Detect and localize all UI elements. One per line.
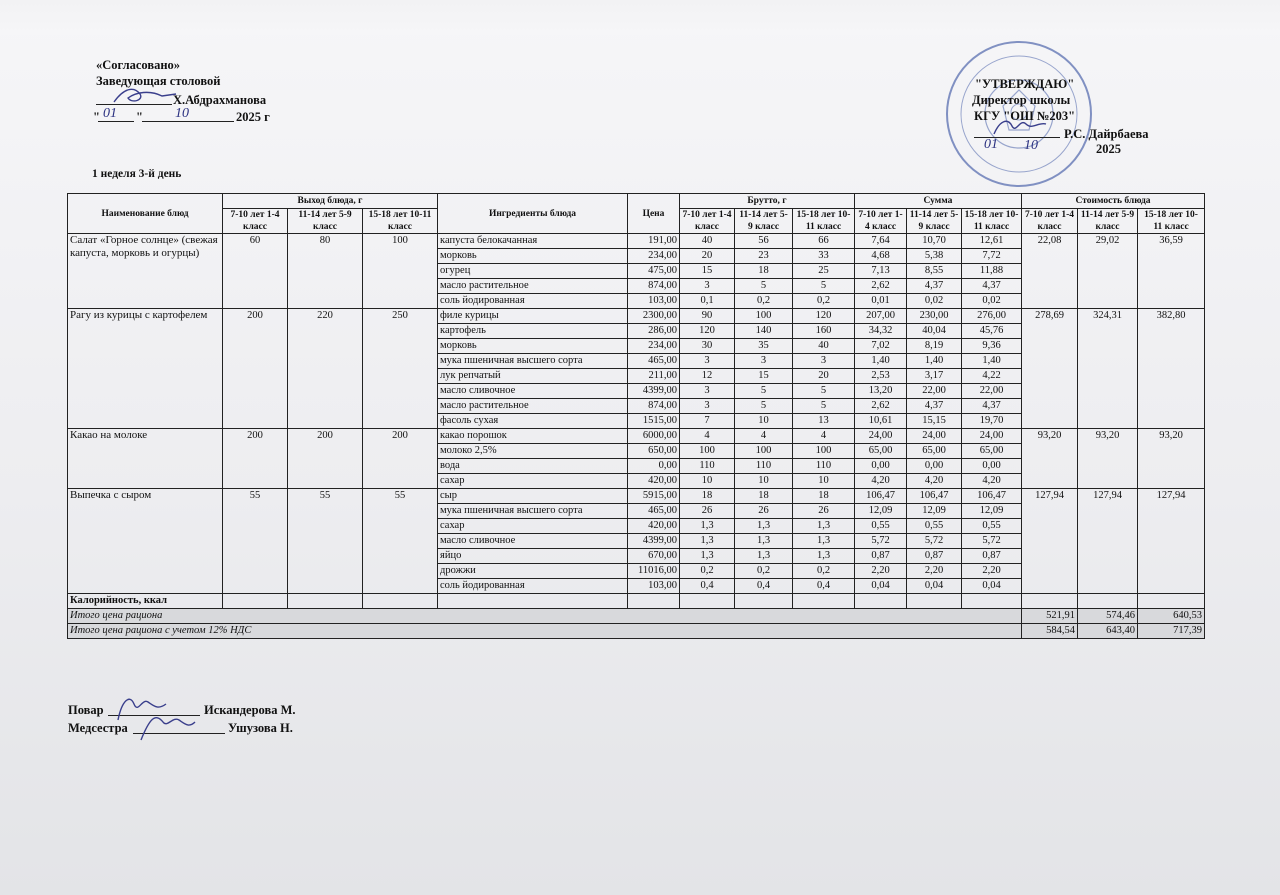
sum-value: 0,04 xyxy=(855,579,907,594)
ingredient-name: вода xyxy=(438,459,628,474)
sum-value: 10,70 xyxy=(907,234,962,249)
calories-cell xyxy=(962,594,1022,609)
approval-month: 10 xyxy=(1024,138,1038,153)
brutto-value: 110 xyxy=(735,459,793,474)
dish-cost: 22,08 xyxy=(1022,234,1078,309)
header-output: Выход блюда, г xyxy=(223,194,438,209)
calories-cell xyxy=(1138,594,1205,609)
brutto-value: 5 xyxy=(793,384,855,399)
sum-value: 24,00 xyxy=(855,429,907,444)
brutto-value: 3 xyxy=(735,354,793,369)
sum-value: 4,20 xyxy=(907,474,962,489)
dish-output: 80 xyxy=(288,234,363,309)
approve-label: "УТВЕРЖДАЮ" xyxy=(975,77,1075,91)
sum-value: 4,37 xyxy=(962,279,1022,294)
brutto-value: 90 xyxy=(680,309,735,324)
head-signature-mark xyxy=(110,82,180,110)
sum-value: 2,53 xyxy=(855,369,907,384)
brutto-value: 110 xyxy=(793,459,855,474)
date-month: 10 xyxy=(175,106,189,121)
output-age-1: 7-10 лет 1-4 класс xyxy=(223,209,288,234)
calories-cell xyxy=(438,594,628,609)
sum-value: 7,64 xyxy=(855,234,907,249)
ingredient-price: 11016,00 xyxy=(628,564,680,579)
sum-value: 4,20 xyxy=(855,474,907,489)
dish-cost: 278,69 xyxy=(1022,309,1078,429)
ingredient-price: 465,00 xyxy=(628,504,680,519)
ingredient-name: фасоль сухая xyxy=(438,414,628,429)
brutto-value: 12 xyxy=(680,369,735,384)
dish-name: Какао на молоке xyxy=(68,429,223,489)
sum-value: 276,00 xyxy=(962,309,1022,324)
header-dish-name: Наименование блюд xyxy=(68,194,223,234)
brutto-age-2: 11-14 лет 5-9 класс xyxy=(735,209,793,234)
sum-value: 0,87 xyxy=(962,549,1022,564)
dish-cost: 127,94 xyxy=(1078,489,1138,594)
calories-cell xyxy=(907,594,962,609)
ingredient-price: 2300,00 xyxy=(628,309,680,324)
date-close-quote: " xyxy=(136,110,143,124)
ingredient-name: молоко 2,5% xyxy=(438,444,628,459)
cost-age-1: 7-10 лет 1-4 класс xyxy=(1022,209,1078,234)
sum-value: 5,72 xyxy=(962,534,1022,549)
total-row-value: 574,46 xyxy=(1078,609,1138,624)
brutto-value: 0,2 xyxy=(735,564,793,579)
calories-cell xyxy=(628,594,680,609)
sum-value: 106,47 xyxy=(962,489,1022,504)
sum-value: 22,00 xyxy=(907,384,962,399)
brutto-value: 18 xyxy=(735,264,793,279)
header-cost: Стоимость блюда xyxy=(1022,194,1205,209)
brutto-value: 5 xyxy=(735,279,793,294)
cook-name: Искандерова М. xyxy=(204,703,296,717)
dish-name: Салат «Горное солнце» (свежая капуста, морковь и огурцы) xyxy=(68,234,223,309)
dish-output: 200 xyxy=(363,429,438,489)
brutto-value: 20 xyxy=(680,249,735,264)
ingredient-name: масло растительное xyxy=(438,399,628,414)
brutto-value: 1,3 xyxy=(680,519,735,534)
director-signature-mark xyxy=(990,112,1060,140)
calories-cell xyxy=(855,594,907,609)
header-sum: Сумма xyxy=(855,194,1022,209)
brutto-value: 0,2 xyxy=(735,294,793,309)
brutto-value: 7 xyxy=(680,414,735,429)
sum-value: 15,15 xyxy=(907,414,962,429)
brutto-value: 10 xyxy=(735,474,793,489)
ingredient-name: мука пшеничная высшего сорта xyxy=(438,354,628,369)
week-day-label: 1 неделя 3-й день xyxy=(92,168,182,180)
dish-output: 200 xyxy=(288,429,363,489)
ingredient-price: 1515,00 xyxy=(628,414,680,429)
cost-age-3: 15-18 лет 10-11 класс xyxy=(1138,209,1205,234)
brutto-value: 4 xyxy=(735,429,793,444)
brutto-value: 26 xyxy=(735,504,793,519)
sum-value: 1,40 xyxy=(907,354,962,369)
dish-cost: 93,20 xyxy=(1138,429,1205,489)
brutto-value: 66 xyxy=(793,234,855,249)
brutto-value: 5 xyxy=(793,399,855,414)
school-name: КГУ "ОШ №203" xyxy=(974,109,1076,123)
brutto-value: 100 xyxy=(793,444,855,459)
sum-value: 12,61 xyxy=(962,234,1022,249)
cook-label: Повар xyxy=(68,703,104,717)
brutto-value: 18 xyxy=(680,489,735,504)
brutto-value: 1,3 xyxy=(793,549,855,564)
sum-value: 65,00 xyxy=(962,444,1022,459)
sum-value: 65,00 xyxy=(907,444,962,459)
header-price: Цена xyxy=(628,194,680,234)
sum-value: 106,47 xyxy=(855,489,907,504)
ingredient-name: сахар xyxy=(438,474,628,489)
brutto-value: 5 xyxy=(735,384,793,399)
ingredient-price: 650,00 xyxy=(628,444,680,459)
header-ingredients: Ингредиенты блюда xyxy=(438,194,628,234)
sum-value: 4,20 xyxy=(962,474,1022,489)
sum-value: 0,55 xyxy=(962,519,1022,534)
ingredient-name: огурец xyxy=(438,264,628,279)
total-vat-row xyxy=(68,624,1205,639)
director-title: Директор школы xyxy=(972,93,1071,107)
brutto-value: 40 xyxy=(793,339,855,354)
sum-value: 4,37 xyxy=(907,279,962,294)
ingredient-price: 420,00 xyxy=(628,519,680,534)
sum-value: 19,70 xyxy=(962,414,1022,429)
ingredient-price: 670,00 xyxy=(628,549,680,564)
brutto-value: 30 xyxy=(680,339,735,354)
dish-output: 55 xyxy=(363,489,438,594)
sum-value: 45,76 xyxy=(962,324,1022,339)
date-month-line xyxy=(142,121,234,122)
ingredient-row xyxy=(68,489,1205,504)
date-open-quote: " xyxy=(93,110,100,124)
calories-cell xyxy=(680,594,735,609)
sum-value: 22,00 xyxy=(962,384,1022,399)
brutto-value: 0,4 xyxy=(735,579,793,594)
total-row-value: 640,53 xyxy=(1138,609,1205,624)
brutto-value: 110 xyxy=(680,459,735,474)
brutto-value: 13 xyxy=(793,414,855,429)
sum-value: 2,20 xyxy=(907,564,962,579)
nurse-label: Медсестра xyxy=(68,721,128,735)
ingredient-price: 234,00 xyxy=(628,249,680,264)
ingredient-price: 0,00 xyxy=(628,459,680,474)
calories-cell xyxy=(735,594,793,609)
dish-cost: 324,31 xyxy=(1078,309,1138,429)
sum-value: 11,88 xyxy=(962,264,1022,279)
brutto-value: 5 xyxy=(735,399,793,414)
dish-cost: 36,59 xyxy=(1138,234,1205,309)
canteen-head-title: Заведующая столовой xyxy=(96,74,221,88)
ingredient-name: сахар xyxy=(438,519,628,534)
sum-value: 40,04 xyxy=(907,324,962,339)
director-name: Р.С. Дайрбаева xyxy=(1064,127,1149,141)
header-brutto: Брутто, г xyxy=(680,194,855,209)
ingredient-price: 6000,00 xyxy=(628,429,680,444)
dish-output: 100 xyxy=(363,234,438,309)
brutto-value: 23 xyxy=(735,249,793,264)
ingredient-name: какао порошок xyxy=(438,429,628,444)
sum-value: 0,04 xyxy=(907,579,962,594)
brutto-value: 100 xyxy=(735,444,793,459)
calories-row xyxy=(68,594,1205,609)
sum-value: 12,09 xyxy=(855,504,907,519)
dish-output: 55 xyxy=(288,489,363,594)
brutto-value: 0,2 xyxy=(793,294,855,309)
total-vat-row-value: 717,39 xyxy=(1138,624,1205,639)
ingredient-price: 4399,00 xyxy=(628,534,680,549)
brutto-value: 4 xyxy=(793,429,855,444)
menu-table xyxy=(67,193,1205,639)
ingredient-name: сыр xyxy=(438,489,628,504)
brutto-value: 20 xyxy=(793,369,855,384)
calories-label: Калорийность, ккал xyxy=(68,594,223,609)
dish-name: Выпечка с сыром xyxy=(68,489,223,594)
date-day-line xyxy=(98,121,134,122)
ingredient-name: масло сливочное xyxy=(438,384,628,399)
dish-output: 220 xyxy=(288,309,363,429)
sum-value: 24,00 xyxy=(962,429,1022,444)
ingredient-name: соль йодированная xyxy=(438,579,628,594)
ingredient-name: морковь xyxy=(438,249,628,264)
sum-value: 207,00 xyxy=(855,309,907,324)
sum-value: 106,47 xyxy=(907,489,962,504)
brutto-value: 1,3 xyxy=(735,549,793,564)
nurse-signature-mark xyxy=(135,706,199,746)
brutto-value: 100 xyxy=(680,444,735,459)
brutto-value: 3 xyxy=(680,279,735,294)
approval-year: 2025 xyxy=(1096,142,1121,156)
brutto-value: 3 xyxy=(680,384,735,399)
ingredient-name: лук репчатый xyxy=(438,369,628,384)
ingredient-name: масло растительное xyxy=(438,279,628,294)
calories-cell xyxy=(793,594,855,609)
ingredient-name: соль йодированная xyxy=(438,294,628,309)
sum-value: 65,00 xyxy=(855,444,907,459)
dish-name: Рагу из курицы с картофелем xyxy=(68,309,223,429)
output-age-2: 11-14 лет 5-9 класс xyxy=(288,209,363,234)
ingredient-price: 5915,00 xyxy=(628,489,680,504)
brutto-value: 120 xyxy=(793,309,855,324)
ingredient-price: 103,00 xyxy=(628,579,680,594)
sum-value: 2,20 xyxy=(855,564,907,579)
brutto-age-3: 15-18 лет 10-11 класс xyxy=(793,209,855,234)
sum-value: 10,61 xyxy=(855,414,907,429)
brutto-value: 1,3 xyxy=(735,519,793,534)
ingredient-price: 234,00 xyxy=(628,339,680,354)
total-row-label: Итого цена рациона xyxy=(68,609,1022,624)
ingredient-name: дрожжи xyxy=(438,564,628,579)
brutto-value: 3 xyxy=(793,354,855,369)
sum-value: 5,72 xyxy=(907,534,962,549)
calories-cell xyxy=(223,594,288,609)
sum-value: 4,68 xyxy=(855,249,907,264)
ingredient-price: 475,00 xyxy=(628,264,680,279)
brutto-age-1: 7-10 лет 1-4 класс xyxy=(680,209,735,234)
dish-output: 200 xyxy=(223,309,288,429)
nurse-name: Ушузова Н. xyxy=(228,721,293,735)
ingredient-name: яйцо xyxy=(438,549,628,564)
brutto-value: 10 xyxy=(680,474,735,489)
agreed-label: «Согласовано» xyxy=(96,58,181,72)
ingredient-price: 465,00 xyxy=(628,354,680,369)
sum-value: 0,87 xyxy=(907,549,962,564)
brutto-value: 1,3 xyxy=(735,534,793,549)
sum-value: 0,00 xyxy=(855,459,907,474)
sum-value: 0,55 xyxy=(855,519,907,534)
calories-cell xyxy=(288,594,363,609)
ingredient-price: 420,00 xyxy=(628,474,680,489)
brutto-value: 1,3 xyxy=(680,534,735,549)
sum-age-2: 11-14 лет 5-9 класс xyxy=(907,209,962,234)
sum-value: 1,40 xyxy=(962,354,1022,369)
sum-value: 4,37 xyxy=(907,399,962,414)
sum-value: 8,19 xyxy=(907,339,962,354)
total-vat-row-value: 643,40 xyxy=(1078,624,1138,639)
sum-value: 34,32 xyxy=(855,324,907,339)
brutto-value: 5 xyxy=(793,279,855,294)
calories-cell xyxy=(1022,594,1078,609)
brutto-value: 0,4 xyxy=(793,579,855,594)
sum-value: 2,62 xyxy=(855,279,907,294)
total-vat-row-value: 584,54 xyxy=(1022,624,1078,639)
sum-value: 7,02 xyxy=(855,339,907,354)
brutto-value: 15 xyxy=(680,264,735,279)
brutto-value: 0,2 xyxy=(680,564,735,579)
sum-value: 5,38 xyxy=(907,249,962,264)
sum-value: 9,36 xyxy=(962,339,1022,354)
brutto-value: 160 xyxy=(793,324,855,339)
sum-value: 12,09 xyxy=(962,504,1022,519)
brutto-value: 25 xyxy=(793,264,855,279)
ingredient-price: 286,00 xyxy=(628,324,680,339)
ingredient-row xyxy=(68,429,1205,444)
ingredient-row xyxy=(68,234,1205,249)
brutto-value: 140 xyxy=(735,324,793,339)
sum-value: 0,87 xyxy=(855,549,907,564)
sum-value: 0,02 xyxy=(962,294,1022,309)
output-age-3: 15-18 лет 10-11 класс xyxy=(363,209,438,234)
sum-value: 0,01 xyxy=(855,294,907,309)
sum-value: 230,00 xyxy=(907,309,962,324)
sum-value: 4,37 xyxy=(962,399,1022,414)
calories-cell xyxy=(1078,594,1138,609)
brutto-value: 4 xyxy=(680,429,735,444)
brutto-value: 56 xyxy=(735,234,793,249)
sum-value: 4,22 xyxy=(962,369,1022,384)
ingredient-name: мука пшеничная высшего сорта xyxy=(438,504,628,519)
sum-value: 0,04 xyxy=(962,579,1022,594)
sum-value: 7,13 xyxy=(855,264,907,279)
brutto-value: 1,3 xyxy=(793,519,855,534)
date-day: 01 xyxy=(103,106,117,121)
dish-output: 60 xyxy=(223,234,288,309)
ingredient-price: 103,00 xyxy=(628,294,680,309)
sum-value: 24,00 xyxy=(907,429,962,444)
dish-cost: 93,20 xyxy=(1022,429,1078,489)
brutto-value: 35 xyxy=(735,339,793,354)
ingredient-price: 191,00 xyxy=(628,234,680,249)
ingredient-price: 4399,00 xyxy=(628,384,680,399)
sum-value: 0,00 xyxy=(962,459,1022,474)
brutto-value: 26 xyxy=(680,504,735,519)
sum-value: 2,62 xyxy=(855,399,907,414)
ingredient-price: 211,00 xyxy=(628,369,680,384)
brutto-value: 0,1 xyxy=(680,294,735,309)
brutto-value: 100 xyxy=(735,309,793,324)
sum-value: 8,55 xyxy=(907,264,962,279)
brutto-value: 33 xyxy=(793,249,855,264)
brutto-value: 1,3 xyxy=(680,549,735,564)
sum-value: 1,40 xyxy=(855,354,907,369)
ingredient-row xyxy=(68,309,1205,324)
dish-output: 200 xyxy=(223,429,288,489)
approval-day: 01 xyxy=(984,137,998,152)
brutto-value: 120 xyxy=(680,324,735,339)
ingredient-name: картофель xyxy=(438,324,628,339)
ingredient-name: капуста белокачанная xyxy=(438,234,628,249)
brutto-value: 18 xyxy=(735,489,793,504)
brutto-value: 15 xyxy=(735,369,793,384)
total-row xyxy=(68,609,1205,624)
sum-age-1: 7-10 лет 1-4 класс xyxy=(855,209,907,234)
sum-value: 5,72 xyxy=(855,534,907,549)
ingredient-name: морковь xyxy=(438,339,628,354)
sum-value: 7,72 xyxy=(962,249,1022,264)
ingredient-name: филе курицы xyxy=(438,309,628,324)
dish-cost: 127,94 xyxy=(1138,489,1205,594)
sum-value: 2,20 xyxy=(962,564,1022,579)
page-top-shadow xyxy=(0,0,1280,35)
ingredient-price: 874,00 xyxy=(628,399,680,414)
brutto-value: 18 xyxy=(793,489,855,504)
ingredient-price: 874,00 xyxy=(628,279,680,294)
dish-output: 250 xyxy=(363,309,438,429)
dish-cost: 127,94 xyxy=(1022,489,1078,594)
dish-cost: 382,80 xyxy=(1138,309,1205,429)
dish-cost: 29,02 xyxy=(1078,234,1138,309)
sum-value: 0,55 xyxy=(907,519,962,534)
sum-age-3: 15-18 лет 10-11 класс xyxy=(962,209,1022,234)
sum-value: 0,00 xyxy=(907,459,962,474)
sum-value: 3,17 xyxy=(907,369,962,384)
brutto-value: 10 xyxy=(793,474,855,489)
brutto-value: 10 xyxy=(735,414,793,429)
sum-value: 13,20 xyxy=(855,384,907,399)
canteen-head-name: Х.Абдрахманова xyxy=(173,93,267,107)
brutto-value: 0,2 xyxy=(793,564,855,579)
sum-value: 0,02 xyxy=(907,294,962,309)
dish-cost: 93,20 xyxy=(1078,429,1138,489)
brutto-value: 0,4 xyxy=(680,579,735,594)
total-vat-row-label: Итого цена рациона с учетом 12% НДС xyxy=(68,624,1022,639)
date-year: 2025 г xyxy=(236,110,270,124)
brutto-value: 40 xyxy=(680,234,735,249)
brutto-value: 3 xyxy=(680,399,735,414)
brutto-value: 3 xyxy=(680,354,735,369)
sum-value: 12,09 xyxy=(907,504,962,519)
brutto-value: 1,3 xyxy=(793,534,855,549)
brutto-value: 26 xyxy=(793,504,855,519)
cost-age-2: 11-14 лет 5-9 класс xyxy=(1078,209,1138,234)
ingredient-name: масло сливочное xyxy=(438,534,628,549)
dish-output: 55 xyxy=(223,489,288,594)
calories-cell xyxy=(363,594,438,609)
total-row-value: 521,91 xyxy=(1022,609,1078,624)
